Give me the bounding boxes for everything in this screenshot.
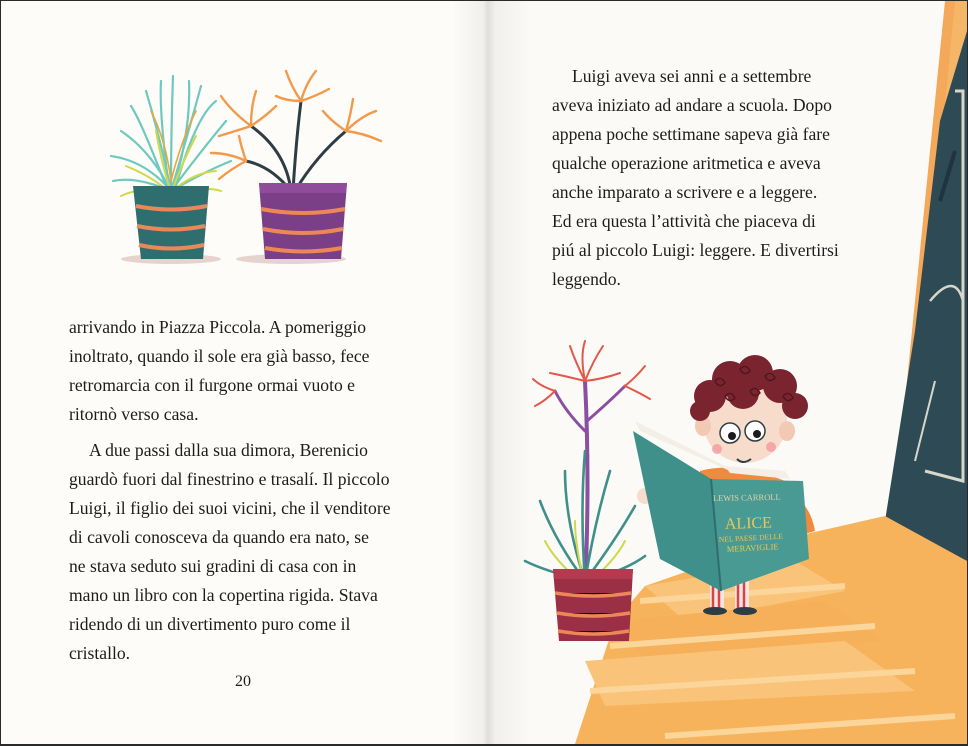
text-line: ridendo di un divertimento puro come il [69,614,351,634]
text-line: di cavoli conosceva da quando era nato, se [69,527,369,547]
potted-plants-illustration [101,61,401,271]
text-line: Luigi, il figlio dei suoi vicini, che il venditore [69,498,391,518]
teal-bush [111,76,231,196]
paragraph [552,62,912,294]
text-line: aveva iniziato ad andare a scuola. Dopo [552,95,832,115]
text-line: anche imparato a scrivere e a leggere. [552,182,818,202]
purple-pot [259,183,347,259]
text-line: Ed era questa l’attività che piaceva di [552,211,816,231]
left-page-text [69,313,429,668]
right-page [485,1,967,744]
text-line: ne stava seduto sui gradini di casa con in [69,556,357,576]
red-pot [553,569,633,641]
paragraph [69,436,429,668]
book-subtitle-1: NEL PAESE DELLE [718,531,784,544]
text-line: cristallo. [69,643,131,663]
text-line: mano un libro con la copertina rigida. Stava [69,585,378,605]
text-line: guardò fuori dal finestrino e trasalí. Il piccolo [69,469,390,489]
text-line: A due passi dalla sua dimora, Berenicio [89,440,368,460]
text-line: appena poche settimane sapeva già fare [552,124,830,144]
text-line: Luigi aveva sei anni e a settembre [572,66,812,86]
text-line: qualche operazione aritmetica e aveva [552,153,821,173]
page-number: 20 [235,673,251,690]
teal-pot [133,186,209,259]
text-line: arrivando in Piazza Piccola. A pomeriggio [69,317,367,337]
book-title: ALICE [724,514,773,533]
text-line: leggendo. [552,269,621,289]
book-author: LEWIS CARROLL [712,491,781,503]
book-subtitle-2: MERAVIGLIE [726,541,779,554]
red-plant [525,341,650,591]
paragraph [69,313,429,429]
right-page-text [552,62,912,294]
orange-plant [211,71,381,191]
book-spread [1,1,967,744]
text-line: inoltrato, quando il sole era già basso, fece [69,346,370,366]
text-line: retromarcia con il furgone ormai vuoto e [69,375,355,395]
text-line: ritornò verso casa. [69,404,199,424]
text-line: piú al piccolo Luigi: leggere. E divertirsi [552,240,839,260]
left-page [1,1,485,744]
